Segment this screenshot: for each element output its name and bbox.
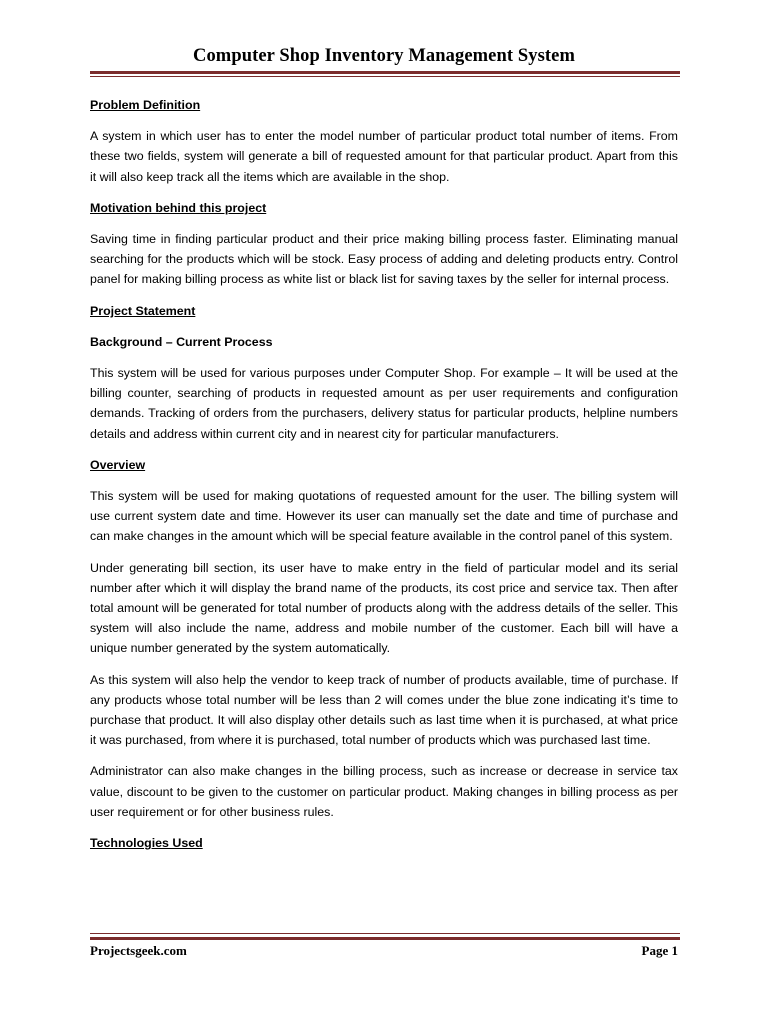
- heading-project-statement: Project Statement: [90, 303, 196, 318]
- footer-rule-thick: [90, 937, 680, 940]
- heading-motivation: Motivation behind this project: [90, 200, 267, 215]
- paragraph-overview-4: Administrator can also make changes in the billing process, such as increase or decrease in service tax value, discount to be given to the customer on particular product. Making changes in billing process as per user requirement or for other business rules.: [90, 764, 678, 819]
- footer-site: Projectsgeek.com: [90, 943, 187, 958]
- subheading-background: Background – Current Process: [90, 334, 273, 349]
- paragraph-overview-3: As this system will also help the vendor to keep track of number of products available, time of purchase. If any products whose total number will be less than 2 will comes under the blue zone indicating it’s time to purchase that product. It will also display other details such as last time when it is purchased, at what price it was purchased, from where it is purchased, total number of products which was purchased last time.: [90, 672, 678, 748]
- heading-overview: Overview: [90, 457, 146, 472]
- paragraph-motivation: Saving time in finding particular product and their price making billing process faster. Eliminating manual searching for the products which will be stock. Easy process of adding and deleting products entry. Control panel for making billing process as white list or black list for saving taxes by the seller for internal process.: [90, 232, 678, 287]
- paragraph-overview-1: This system will be used for making quotations of requested amount for the user. The billing system will use current system date and time. However its user can manually set the date and time of purchase and can make changes in the amount which will be special feature available in the control panel of this system.: [90, 489, 678, 544]
- footer-rule-thin: [90, 933, 680, 934]
- footer-page-number: Page 1: [641, 943, 678, 958]
- header-rule-thick: [90, 71, 680, 74]
- paragraph-overview-2: Under generating bill section, its user have to make entry in the field of particular model and its serial number after which it will display the brand name of the products, its cost price and service tax. Then after total amount will be generated for total number of products along with the address details of the seller. This system will also include the name, address and mobile number of the customer. Each bill will have a unique number generated by the system automatically.: [90, 560, 678, 656]
- document-title: Computer Shop Inventory Management System: [193, 46, 575, 66]
- document-body: [90, 95, 678, 864]
- paragraph-background: This system will be used for various purposes under Computer Shop. For example – It will be used at the billing counter, searching of products in requested amount as per user requirements and configuration demands. Tracking of orders from the purchasers, delivery status for particular products, helpline numbers details and address within current city and in nearest city for particular manufacturers.: [90, 366, 678, 441]
- paragraph-problem-definition: A system in which user has to enter the model number of particular product total number of items. From these two fields, system will generate a bill of requested amount for that particular product. Apart from this it will also keep track all the items which are available in the shop.: [90, 129, 678, 184]
- heading-problem-definition: Problem Definition: [90, 98, 201, 112]
- header-rule-thin: [90, 76, 680, 77]
- heading-technologies: Technologies Used: [90, 836, 203, 851]
